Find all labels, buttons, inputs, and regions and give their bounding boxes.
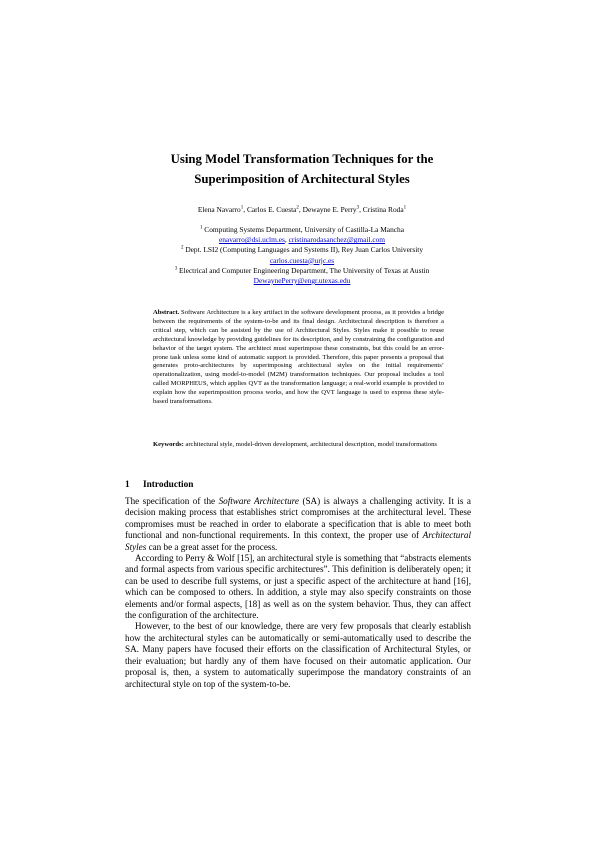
affil-text: Computing Systems Department, University of Castilla-La Mancha: [202, 225, 405, 234]
emphasis: Architectural Styles: [125, 530, 471, 552]
affil-mark: 1: [199, 225, 203, 231]
author-name: Elena Navarro: [197, 205, 241, 214]
abstract-text: Software Architecture is a key artifact in the software development process, as it provides a bridge between the requirements of the system-to-be and its final design. Architectural description is therefore a critical step, which can be assisted by the use of Architectural Styles. Styles make it possible to reuse architectural knowledge by providing guidelines for its description, and by constraining the configuration and behavior of the target system. The architect must superimpose these constraints, but this could be an error-prone task unless some kind of automatic support is provided. Therefore, this paper presents a proposal that generates proto-architectures by superimposing architectural styles on the initial requirements’ operationalization, using model-to-model (M2M) transformation techniques. Our proposal includes a tool called MORPHEUS, which applies QVT as the transformation language; a real-world example is provided to explain how the superimposition process works, and how the QVT language is used to express these style-based transformations.: [153, 309, 444, 406]
author-separator: ,: [298, 205, 303, 214]
section-number: 1: [125, 480, 130, 490]
author-affil-mark: 1: [240, 205, 244, 211]
section-heading: [125, 480, 193, 491]
section-title: Introduction: [143, 480, 194, 490]
author-affil-mark: 3: [356, 205, 360, 211]
emphasis: Software Architecture: [218, 496, 299, 506]
author-name: Dewayne E. Perry: [302, 205, 357, 214]
abstract: [153, 309, 444, 407]
affiliation-1-emails: [100, 235, 504, 245]
affil-mark: 3: [174, 266, 178, 272]
affiliation-2-emails: [100, 256, 504, 266]
author-name: Carlos E. Cuesta: [246, 205, 297, 214]
keywords-label: Keywords:: [153, 441, 184, 448]
text-run: can be a great asset for the process.: [146, 541, 278, 552]
abstract-label: Abstract.: [153, 309, 180, 316]
paragraph-1: [125, 496, 471, 553]
keywords-text: architectural style, model-driven development, architectural description, model transformations: [183, 441, 438, 448]
email-link[interactable]: DewaynePerry@engr.utexas.edu: [253, 276, 351, 286]
affil-text: Dept. LSI2 (Computing Languages and Systems II), Rey Juan Carlos University: [183, 245, 424, 255]
affiliation-3: [100, 266, 504, 276]
paragraph-3: However, to the best of our knowledge, there are very few proposals that clearly establish how the architectural styles can be automatically or semi-automatically used to describe the SA. Many papers have focused their efforts on the classification of Architectural Styles, or their evaluation; but hardly any of them have focused on their automatic application. Our proposal is, then, a system to automatically superimpose the mandatory constraints of an architectural style on top of the system-to-be.: [125, 621, 471, 689]
email-separator: ,: [284, 235, 289, 245]
paper-title: [100, 149, 504, 189]
affil-mark: 2: [180, 245, 184, 251]
author-affil-mark: 2: [296, 205, 299, 211]
author-name: Cristina Roda: [362, 205, 404, 214]
affiliation-1: [100, 225, 504, 235]
paragraph-2: According to Perry & Wolf [15], an architectural style is something that “abstracts elements and formal aspects from various specific architectures”. This definition is deliberately open; it can be used to describe full systems, or just a specific aspect of the architecture at hand [16], which can be composed to others. In addition, a style may also specify constraints on those elements and/or formal aspects, [18] as well as on the system behavior. Thus, they can affect the configuration of the architecture.: [125, 553, 471, 621]
email-link[interactable]: carlos.cuesta@urjc.es: [269, 255, 335, 265]
author-affil-mark: 1: [403, 205, 407, 211]
affiliation-list: [100, 225, 504, 286]
text-run: (SA) is always a challenging activity. It is a decision making process that establishes strict compromises at the architectural level. These compromises must be reached in order to elaborate a specification that is able to meet both functional and non-functional requirements. In this context, the proper use of: [125, 496, 471, 541]
affiliation-3-emails: [100, 276, 504, 286]
title-line-1: Using Model Transformation Techniques for the: [170, 152, 434, 166]
author-separator: ,: [243, 205, 247, 214]
affil-text: Electrical and Computer Engineering Department, The University of Texas at Austin: [177, 265, 430, 275]
email-link[interactable]: enavarro@dsi.uclm.es: [218, 235, 285, 245]
body-text: [125, 496, 471, 690]
title-line-2: Superimposition of Architectural Styles: [194, 172, 410, 186]
keywords: [153, 440, 444, 449]
author-separator: ,: [359, 205, 363, 214]
email-link[interactable]: cristinarodasanchez@gmail.com: [288, 235, 386, 245]
author-list: [80, 205, 524, 215]
text-run: The specification of the: [125, 496, 219, 506]
affiliation-2: [100, 245, 504, 255]
